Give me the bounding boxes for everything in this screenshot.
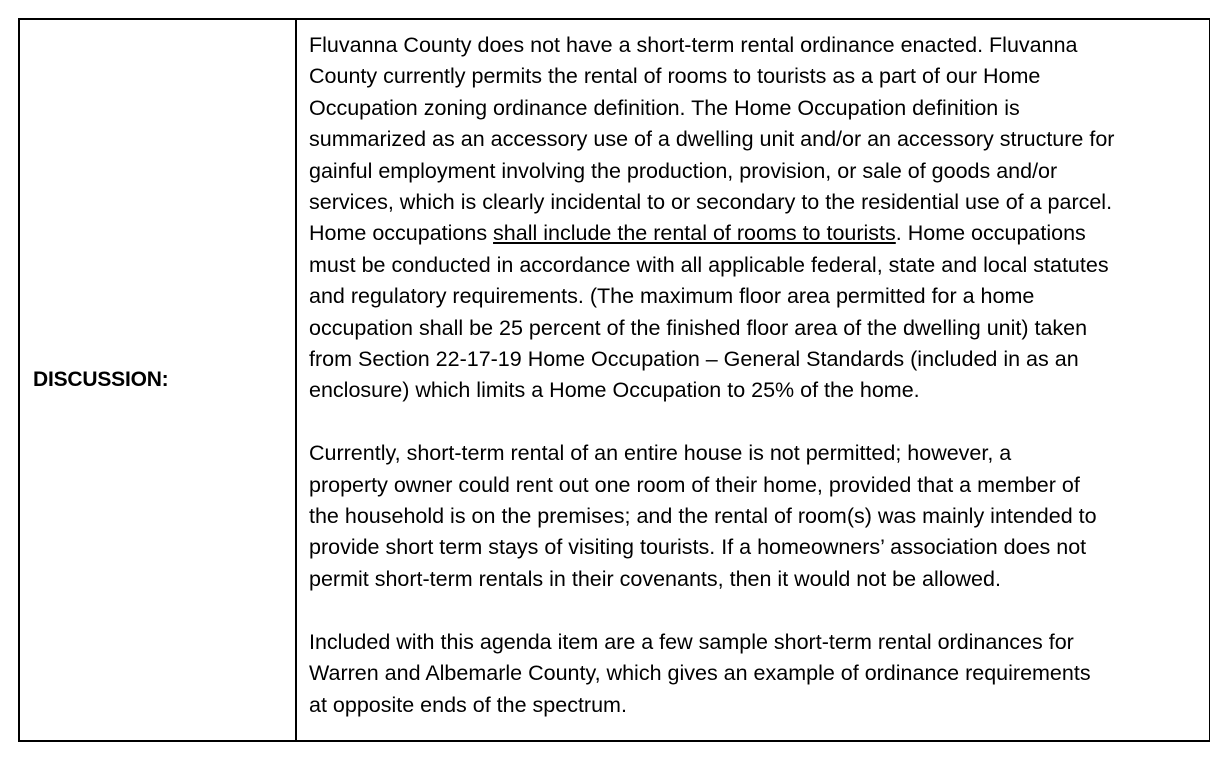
text-line (309, 218, 1199, 249)
text-line: provide short term stays of visiting tourists. If a homeowners’ association does not (309, 535, 1087, 560)
text-line: services, which is clearly incidental to or secondary to the residential use of a parcel. (309, 190, 1113, 215)
text-line: permit short-term rentals in their covenants, then it would not be allowed. (309, 566, 1001, 591)
text-line: gainful employment involving the production, provision, or sale of goods and/or (309, 158, 1058, 183)
paragraph-current-rules (309, 438, 1199, 595)
text-line: Warren and Albemarle County, which gives an example of ordinance requirements (309, 661, 1091, 686)
text-line: County currently permits the rental of rooms to tourists as a part of our Home (309, 64, 1041, 89)
paragraph-home-occupation (309, 30, 1199, 407)
text-line: Occupation zoning ordinance definition. The Home Occupation definition is (309, 95, 1020, 120)
text-line: at opposite ends of the spectrum. (309, 692, 627, 717)
discussion-table (18, 18, 1210, 742)
text-line: Included with this agenda item are a few sample short-term rental ordinances for (309, 629, 1074, 654)
text-line: the household is on the premises; and the rental of room(s) was mainly intended to (309, 504, 1097, 529)
text-line: summarized as an accessory use of a dwelling unit and/or an accessory structure for (309, 127, 1115, 152)
text-fragment: . Home occupations (895, 221, 1086, 246)
content-cell (297, 20, 1209, 740)
text-line: and regulatory requirements. (The maximum floor area permitted for a home (309, 284, 1035, 309)
text-line: property owner could rent out one room of their home, provided that a member of (309, 472, 1080, 497)
text-fragment: Home occupations (309, 221, 494, 246)
text-line: must be conducted in accordance with all applicable federal, state and local statutes (309, 252, 1109, 277)
text-line: from Section 22-17-19 Home Occupation – General Standards (included in as an (309, 347, 1079, 372)
paragraph-sample-ordinances (309, 627, 1199, 721)
text-line: occupation shall be 25 percent of the finished floor area of the dwelling unit) taken (309, 315, 1088, 340)
discussion-label: DISCUSSION: (33, 368, 169, 391)
label-cell (20, 20, 297, 740)
text-line: enclosure) which limits a Home Occupation to 25% of the home. (309, 378, 920, 403)
underlined-phrase: shall include the rental of rooms to tourists (493, 221, 896, 246)
text-line: Fluvanna County does not have a short-term rental ordinance enacted. Fluvanna (309, 33, 1078, 57)
text-line: Currently, short-term rental of an entire house is not permitted; however, a (309, 441, 1012, 466)
